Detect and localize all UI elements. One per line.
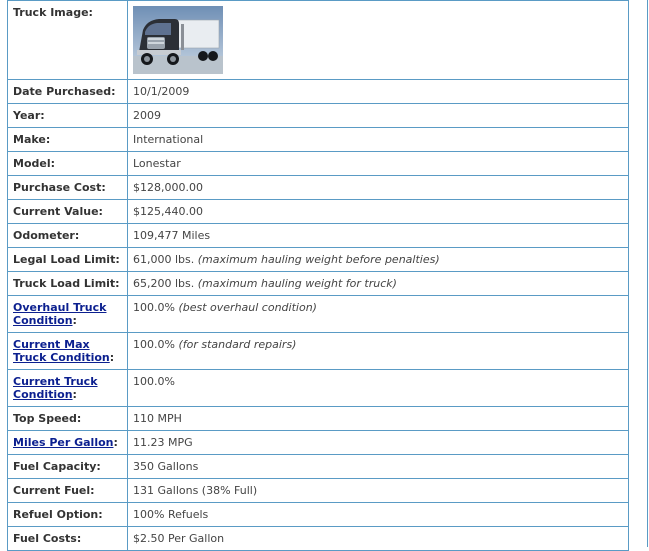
row-label: Fuel Costs: [8, 527, 128, 551]
row-value: $125,440.00 [128, 200, 629, 224]
row-value: International [128, 128, 629, 152]
table-row [8, 333, 629, 370]
label-colon: : [72, 388, 77, 401]
table-row [8, 455, 629, 479]
row-value [128, 296, 629, 333]
overhaul-truck-condition-link[interactable]: Overhaul Truck Condition [13, 301, 107, 327]
row-label [8, 296, 128, 333]
value-text: 100.0% [133, 301, 175, 314]
table-row [8, 176, 629, 200]
table-row [8, 1, 629, 80]
value-note: (maximum hauling weight for truck) [197, 277, 397, 290]
row-label: Make: [8, 128, 128, 152]
row-label: Refuel Option: [8, 503, 128, 527]
row-label [8, 431, 128, 455]
row-value: $128,000.00 [128, 176, 629, 200]
row-label: Date Purchased: [8, 80, 128, 104]
row-value [128, 333, 629, 370]
table-row [8, 104, 629, 128]
row-value: 109,477 Miles [128, 224, 629, 248]
row-label: Current Value: [8, 200, 128, 224]
row-value [128, 248, 629, 272]
row-label: Truck Image: [8, 1, 128, 80]
row-value: 100.0% [128, 370, 629, 407]
row-label: Current Fuel: [8, 479, 128, 503]
row-value: $2.50 Per Gallon [128, 527, 629, 551]
row-label: Purchase Cost: [8, 176, 128, 200]
table-row [8, 296, 629, 333]
row-value: Lonestar [128, 152, 629, 176]
miles-per-gallon-link[interactable]: Miles Per Gallon [13, 436, 114, 449]
label-colon: : [109, 351, 115, 364]
table-row [8, 152, 629, 176]
row-label: Top Speed: [8, 407, 128, 431]
value-note: (for standard repairs) [178, 338, 297, 351]
label-colon: : [72, 314, 77, 327]
row-label: Model: [8, 152, 128, 176]
value-text: 61,000 lbs. [133, 253, 195, 266]
table-row [8, 370, 629, 407]
row-value: 10/1/2009 [128, 80, 629, 104]
table-row [8, 272, 629, 296]
value-note: (best overhaul condition) [178, 301, 317, 314]
row-label: Truck Load Limit: [8, 272, 128, 296]
value-text: 65,200 lbs. [133, 277, 195, 290]
table-row [8, 479, 629, 503]
table-row [8, 80, 629, 104]
row-value: 350 Gallons [128, 455, 629, 479]
truck-image-cell [128, 1, 629, 80]
table-row [8, 200, 629, 224]
label-colon: : [113, 436, 118, 449]
table-row [8, 224, 629, 248]
row-value: 11.23 MPG [128, 431, 629, 455]
truck-details-table [7, 0, 629, 551]
row-label: Fuel Capacity: [8, 455, 128, 479]
row-value: 131 Gallons (38% Full) [128, 479, 629, 503]
row-label [8, 370, 128, 407]
value-text: 100.0% [133, 338, 175, 351]
current-max-truck-condition-link[interactable]: Current Max Truck Condition [13, 338, 110, 364]
row-label [8, 333, 128, 370]
table-row [8, 128, 629, 152]
current-truck-condition-link[interactable]: Current Truck Condition [13, 375, 98, 401]
row-value: 100% Refuels [128, 503, 629, 527]
row-value [128, 272, 629, 296]
row-label: Odometer: [8, 224, 128, 248]
value-note: (maximum hauling weight before penalties) [197, 253, 440, 266]
row-label: Legal Load Limit: [8, 248, 128, 272]
row-value: 2009 [128, 104, 629, 128]
truck-image [133, 6, 223, 74]
row-label: Year: [8, 104, 128, 128]
table-row [8, 248, 629, 272]
row-value: 110 MPH [128, 407, 629, 431]
table-row [8, 503, 629, 527]
right-border [647, 0, 648, 547]
table-row [8, 407, 629, 431]
table-row [8, 431, 629, 455]
